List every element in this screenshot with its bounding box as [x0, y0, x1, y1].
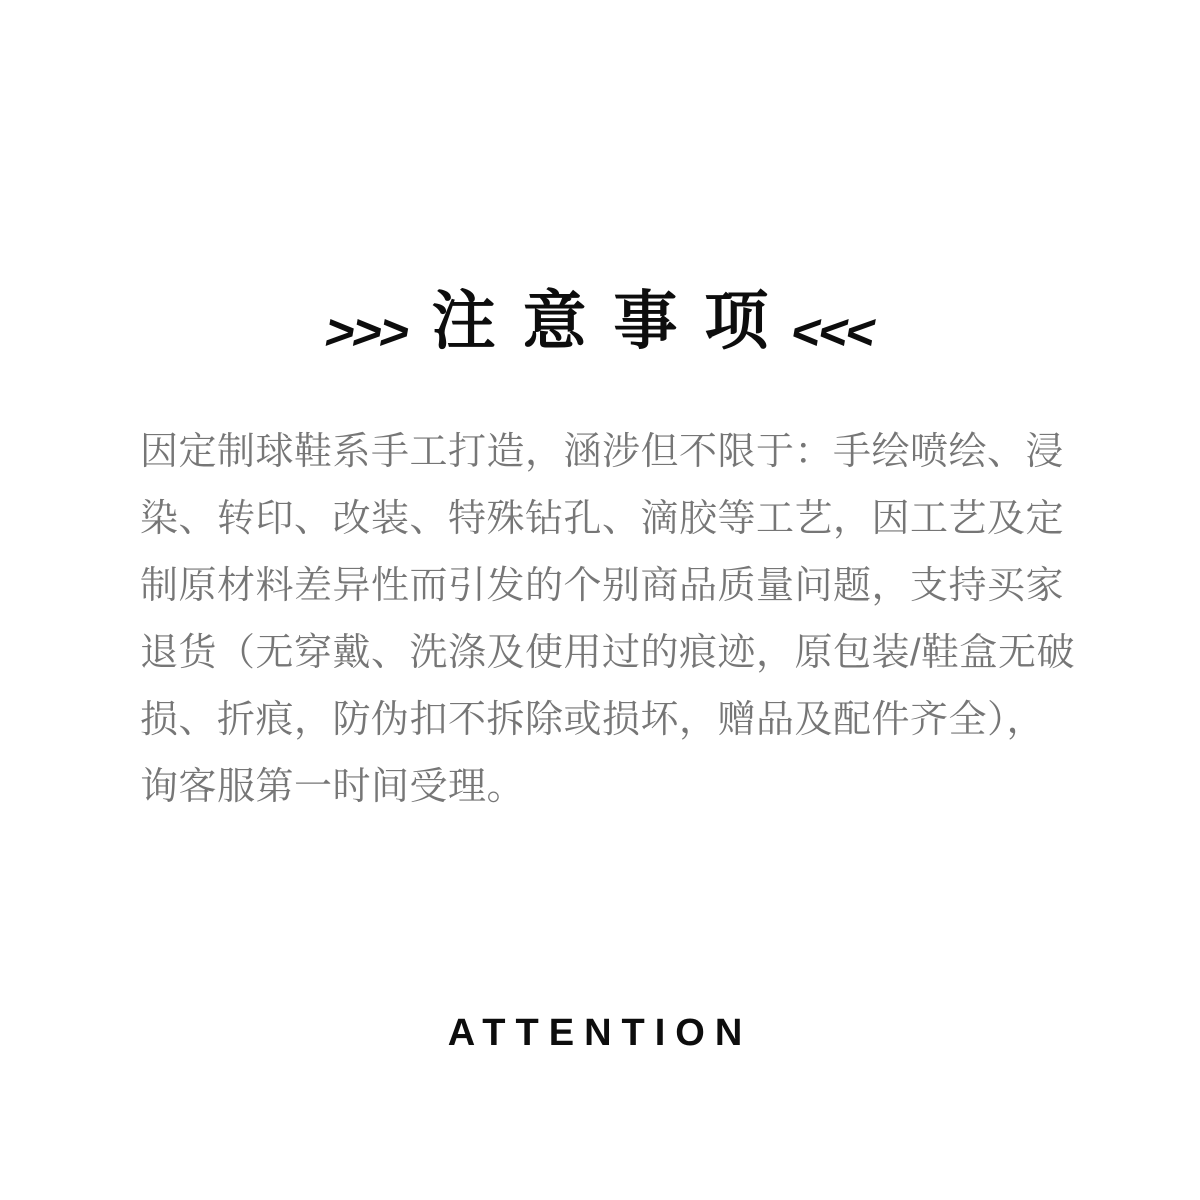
notice-line: 询客服第一时间受理。 — [140, 766, 526, 808]
notice-line: 因定制球鞋系手工打造，涵涉但不限于：手绘喷绘、浸 — [140, 431, 1065, 473]
notice-line: 损、折痕，防伪扣不拆除或损坏，赠品及配件齐全）， — [140, 699, 1046, 741]
notice-line: 退货（无穿戴、洗涤及使用过的痕迹，原包装/鞋盒无破 — [140, 632, 1076, 674]
notice-line: 制原材料差异性而引发的个别商品质量问题，支持买家 — [140, 565, 1065, 607]
chevrons-right-icon: >>> — [321, 304, 413, 360]
attention-label: ATTENTION — [447, 1012, 753, 1054]
chevrons-left-icon: <<< — [787, 304, 879, 360]
page-title — [0, 285, 1200, 360]
notice-paragraph — [140, 419, 1076, 821]
notice-line: 染、转印、改装、特殊钻孔、滴胶等工艺，因工艺及定 — [140, 498, 1065, 540]
page-title-text: 注意事项 — [431, 285, 796, 357]
